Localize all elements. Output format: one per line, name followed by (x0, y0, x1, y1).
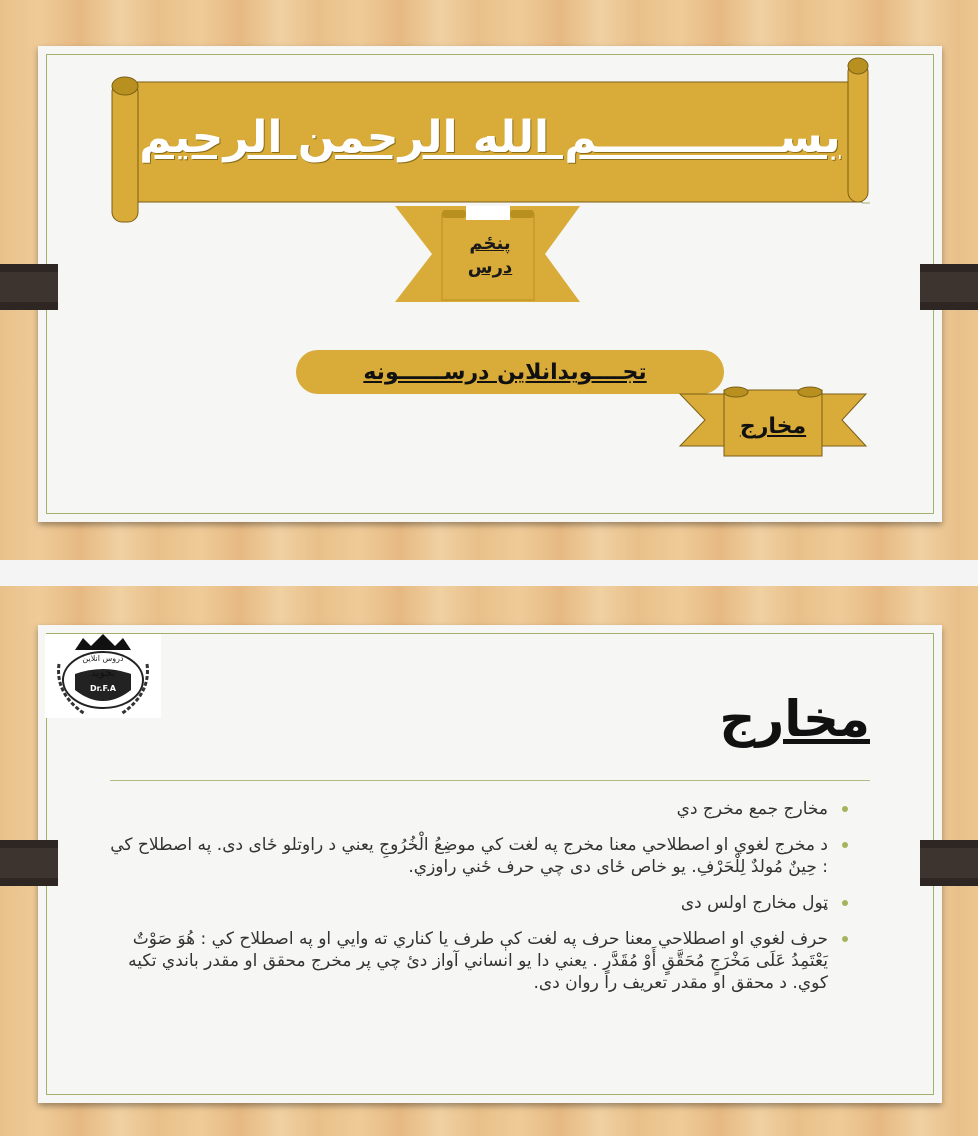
lesson-label (430, 232, 550, 280)
title-slide-graphics (0, 0, 978, 560)
binder-clip-right (920, 840, 978, 886)
banner-title: بســــــــــــم الله الرحمن الرحيم (139, 112, 841, 163)
logo-text-initials: Dr.F.A (89, 684, 116, 693)
topic-label: مخارج (739, 414, 807, 439)
brand-name: تجــــويدانلاين درســــــونه (363, 360, 647, 385)
binder-clip-left (0, 840, 58, 886)
slide-heading: مخارج (719, 690, 870, 748)
bullet-item: ټول مخارج اولس دی (110, 892, 850, 914)
logo-text-top: دروس انلاين (82, 654, 124, 663)
bullet-list (110, 792, 850, 1008)
bullet-item: مخارج جمع مخرج دي (110, 798, 850, 820)
bullet-item: حرف لغوي او اصطلاحي معنا حرف په لغت كې طرف يا كناري ته وايي او په اصطلاح كي : هُوَ صَوْتٌ يَعْتَمِدُ عَلَى مَخْرَجٍ مُحَقَّقٍ أَوْ مُقَدَّرٍ . يعني دا يو انساني آواز دئ چي پر مخرج محقق او مقدر باندي تكيه كوي. د محقق او مقدر تعريف را روان دی. (110, 928, 850, 994)
heading-divider (110, 780, 870, 781)
logo-text-main: تجويد (90, 666, 116, 679)
lesson-ordinal: پنځم (469, 233, 511, 254)
tajweed-logo (45, 634, 161, 718)
slide-gap (0, 560, 978, 586)
bullet-item: د مخرج لغوي او اصطلاحي معنا مخرج په لغت كي موضِعُ الْخُرُوجِ يعني د راوتلو ځای دی. په اصطلاح كي : حِينٌ مُولدٌ لِلْحَرْفِ. يو خاص ځای دی چي حرف ځني راوزي. (110, 834, 850, 878)
lesson-word: درس (467, 257, 513, 278)
